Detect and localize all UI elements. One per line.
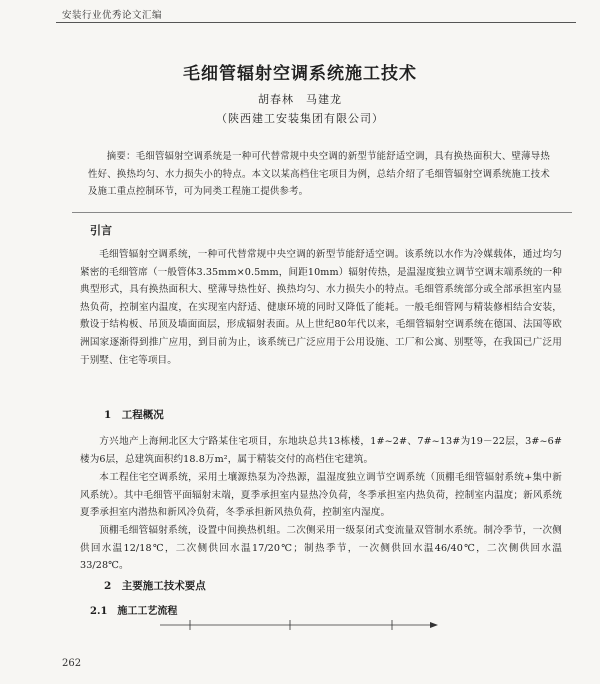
page-number: 262 <box>62 658 82 669</box>
article-affiliation: （陕西建工安装集团有限公司） <box>216 112 384 125</box>
article-abstract: 摘要：毛细管辐射空调系统是一种可代替常规中央空调的新型节能舒适空调，具有换热面积大、壁薄导热性好、换热均匀、水力损失小的特点。本文以某高档住宅项目为例，总结介绍了毛细管辐射空调系统施工技术及施工重点控制环节，可为同类工程施工提供参考。 <box>88 151 550 197</box>
process-flow-diagram <box>160 620 450 630</box>
section-1-paragraph-2: 本工程住宅空调系统，采用土壤源热泵为冷热源，温湿度独立调节空调系统（顶棚毛细管辐射系统+集中新风系统）。其中毛细管平面辐射末端，夏季承担室内显热冷负荷，冬季承担室内热负荷，控制室内温度；新风系统夏季承担室内潜热和新风冷负荷，冬季承担新风热负荷，控制室内湿度。 <box>80 472 562 519</box>
section-2-1-heading: 2.1 施工工艺流程 <box>90 606 178 617</box>
article-authors: 胡春林 马建龙 <box>258 93 342 106</box>
section-1-heading: 1 工程概况 <box>104 409 164 421</box>
section-2-heading: 2 主要施工技术要点 <box>104 580 206 592</box>
abstract-rule <box>72 212 572 213</box>
intro-paragraph: 毛细管辐射空调系统，一种可代替常规中央空调的新型节能舒适空调。该系统以水作为冷媒载体，通过均匀紧密的毛细管席（一般管体3.35mm×0.5mm，间距10mm）辐射传热，是温湿度独立调节空调末端系统的一种典型形式，具有换热面积大、壁薄导热性好、换热均匀、水力损失小的特点。毛细管系统部分或全部承担室内显热负荷，控制室内温度，在实现室内舒适、健康环境的同时又降低了能耗。一般毛细管网与精装修相结合安装，敷设于结构板、吊顶及墙面面层，形成辐射表面。从上世纪80年代以来，毛细管辐射空调系统在德国、法国等欧洲国家逐渐得到推广应用，到目前为止，该系统已广泛应用于公用设施、工厂和公寓、别墅等，在我国已广泛用于别墅、住宅等项目。 <box>80 249 562 366</box>
intro-heading: 引言 <box>90 224 112 237</box>
section-1-paragraph-3: 顶棚毛细管辐射系统，设置中间换热机组。二次侧采用一级泵闭式变流量双管制水系统。制冷季节，一次侧供回水温12/18℃，二次侧供回水温17/20℃；制热季节，一次侧供回水温46/40℃，二次侧供回水温33/28℃。 <box>80 525 562 572</box>
header-rule <box>56 22 576 23</box>
flow-arrow-head <box>430 622 438 628</box>
running-header: 安装行业优秀论文汇编 <box>62 10 163 21</box>
article-title: 毛细管辐射空调系统施工技术 <box>183 64 417 84</box>
section-1-paragraph-1: 方兴地产上海闸北区大宁路某住宅项目，东地块总共13栋楼，1#~2#、7#~13#为19－22层，3#~6#楼为6层，总建筑面积约18.8万m²，属于精装交付的高档住宅建筑。 <box>80 436 562 465</box>
